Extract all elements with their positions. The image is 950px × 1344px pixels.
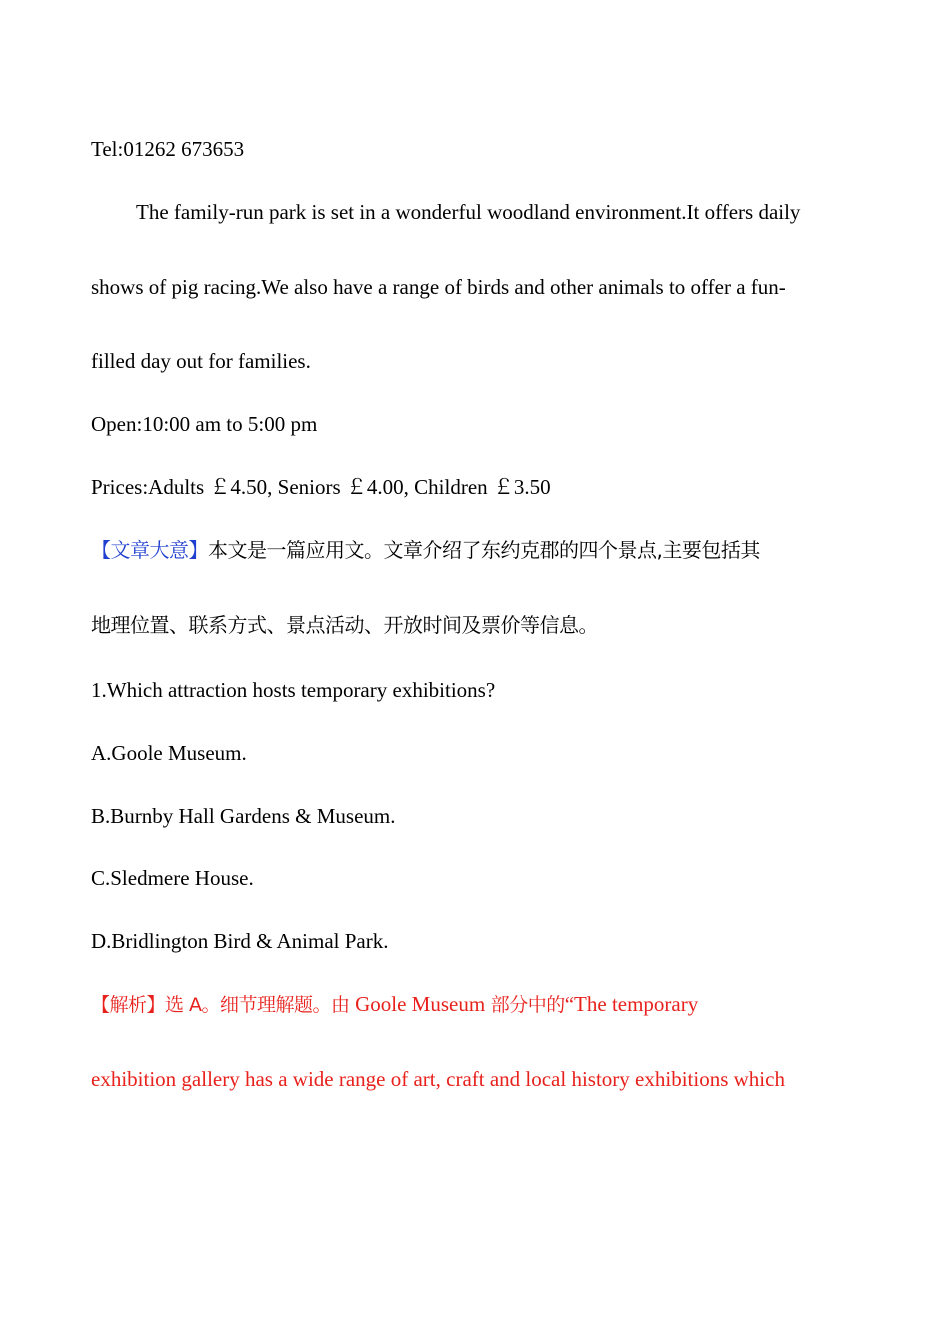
contact-tel: Tel:01262 673653 [91,137,245,161]
option-c: C.Sledmere House. [91,866,254,890]
summary-label: 【文章大意】 [91,538,208,562]
summary-line-1 [91,536,760,564]
analysis-label: 【解析】 [91,994,166,1016]
analysis-line-1 [91,990,698,1019]
question-stem: 1.Which attraction hosts temporary exhibitions? [91,678,496,702]
description-line-2: shows of pig racing.We also have a range of birds and other animals to offer a fun- [91,275,786,299]
summary-line-2: 地理位置、联系方式、景点活动、开放时间及票价等信息。 [91,613,598,637]
analysis-line-2: exhibition gallery has a wide range of art, craft and local history exhibitions which [91,1067,785,1091]
option-d: D.Bridlington Bird & Animal Park. [91,929,389,953]
prices: Prices:Adults ￡4.50, Seniors ￡4.00, Children ￡3.50 [91,475,551,499]
opening-hours: Open:10:00 am to 5:00 pm [91,412,318,436]
description-line-3: filled day out for families. [91,349,311,373]
analysis-part-1: 选 A。细节理解题。由 [165,994,356,1016]
analysis-part-2: Goole Museum [355,992,486,1016]
option-b: B.Burnby Hall Gardens & Museum. [91,804,396,828]
analysis-part-4: “The temporary [564,992,699,1016]
option-a: A.Goole Museum. [91,741,247,765]
analysis-part-3: 部分中的 [485,994,565,1016]
summary-text-1: 本文是一篇应用文。文章介绍了东约克郡的四个景点,主要包括其 [208,538,760,562]
description-line-1: The family-run park is set in a wonderful woodland environment.It offers daily [136,200,801,224]
